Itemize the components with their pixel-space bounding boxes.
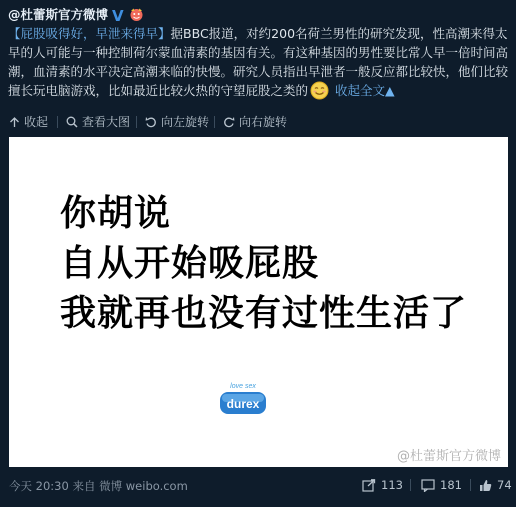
durex-logo xyxy=(217,379,269,419)
verified-icon: V xyxy=(112,7,124,25)
magnifier-icon xyxy=(66,116,78,128)
vip-badge-icon xyxy=(129,7,144,22)
toolbar-divider xyxy=(136,116,137,128)
expand-text-link[interactable]: 收起全文▲ xyxy=(335,83,395,98)
image-text-line-2: 自从开始吸屁股 xyxy=(60,243,320,284)
repost-button[interactable]: 113 xyxy=(362,476,403,494)
smiley-emoji-icon xyxy=(310,81,329,100)
author-link[interactable]: @杜蕾斯官方微博 xyxy=(8,7,109,22)
image-text-line-3: 我就再也没有过性生活了 xyxy=(60,293,468,334)
post-body: 据BBC报道，对约200名荷兰男性的研究发现，性高潮来得太早的人可能与一种控制荷尔蒙血清素的基因有关。有这种基因的男性要比常人早一倍时间高潮，血清素的水平决定高潮来临的快慢。研究人员指出早泄者一般反应都比较快，他们比较擅长玩电脑游戏，比如最近比较火热的守望屁股之类的 xyxy=(8,26,509,98)
footer-divider xyxy=(410,479,411,491)
image-watermark: @杜蕾斯官方微博 xyxy=(397,449,502,464)
comment-icon xyxy=(421,479,435,492)
toolbar-divider xyxy=(57,116,58,128)
rotate-left-button[interactable]: 向左旋转 xyxy=(145,113,209,131)
rotate-right-icon xyxy=(223,116,235,128)
image-toolbar xyxy=(0,113,516,133)
rotate-left-icon xyxy=(145,116,157,128)
view-large-button[interactable]: 查看大图 xyxy=(66,113,130,131)
image-text-line-1: 你胡说 xyxy=(60,193,172,234)
thumbs-up-icon xyxy=(479,479,492,492)
post-text xyxy=(8,5,508,100)
topic-link[interactable]: 【屁股吸得好，早泄来得早】 xyxy=(8,26,171,41)
logo-brand: durex xyxy=(226,397,260,411)
rotate-right-button[interactable]: 向右旋转 xyxy=(223,113,287,131)
like-button[interactable]: 74 xyxy=(479,476,512,494)
toolbar-divider xyxy=(214,116,215,128)
collapse-button[interactable]: 收起 xyxy=(9,113,48,131)
post-footer xyxy=(0,470,516,500)
comment-button[interactable]: 181 xyxy=(421,476,462,494)
post-image[interactable] xyxy=(9,137,508,467)
collapse-icon xyxy=(9,117,20,128)
footer-divider xyxy=(470,479,471,491)
post-timestamp[interactable]: 今天 20:30 来自 微博 weibo.com xyxy=(9,479,188,493)
repost-icon xyxy=(362,479,376,492)
logo-tagline: love sex xyxy=(230,383,256,390)
